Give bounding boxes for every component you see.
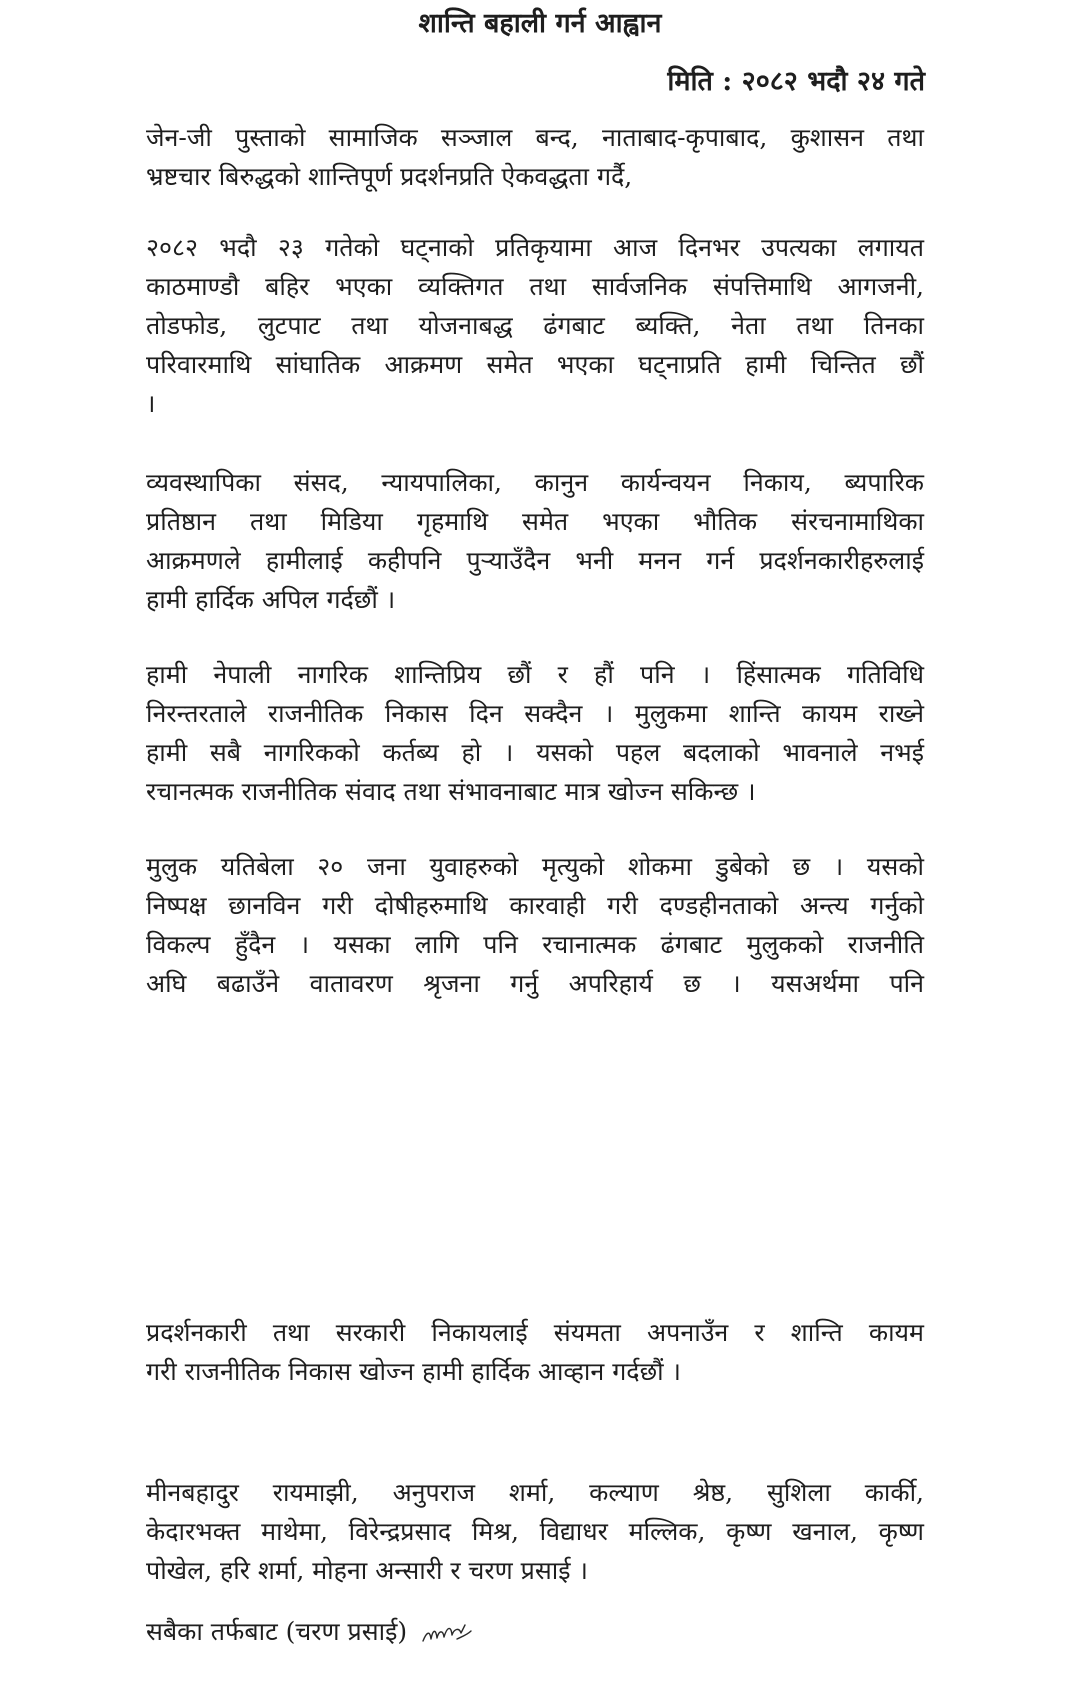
closing-line bbox=[146, 1612, 473, 1651]
paragraph-line: परिवारमाथि सांघातिक आक्रमण समेत भएका घट्नाप्रति हामी चिन्तित छौं bbox=[146, 350, 924, 379]
paragraph-call bbox=[146, 1313, 924, 1391]
paragraph-line: २०८२ भदौ २३ गतेको घट्नाको प्रतिकृयामा आज दिनभर उपत्यका लगायत bbox=[146, 233, 924, 262]
paragraph-line: विकल्प हुँदैन । यसका लागि पनि रचानात्मक ढंगबाट मुलुकको राजनीति bbox=[146, 930, 924, 959]
signatories-line: केदारभक्त माथेमा, विरेन्द्रप्रसाद मिश्र, विद्याधर मल्लिक, कृष्ण खनाल, कृष्ण bbox=[146, 1517, 924, 1546]
paragraph-line: हामी हार्दिक अपिल गर्दछौं । bbox=[146, 585, 396, 614]
paragraph-line: निष्पक्ष छानविन गरी दोषीहरुमाथि कारवाही गरी दण्डहीनताको अन्त्य गर्नुको bbox=[146, 891, 924, 920]
document-date: मिति : २०८२ भदौ २४ गते bbox=[667, 66, 925, 97]
paragraph-mourning bbox=[146, 847, 924, 1003]
signatories-line: पोखेल, हरि शर्मा, मोहना अन्सारी र चरण प्रसाई । bbox=[146, 1556, 588, 1585]
paragraph-line: हामी सबै नागरिकको कर्तब्य हो । यसको पहल बदलाको भावनाले नभई bbox=[146, 738, 924, 767]
paragraph-line: गरी राजनीतिक निकास खोज्न हामी हार्दिक आव्हान गर्दछौं । bbox=[146, 1357, 682, 1386]
paragraph-line: तोडफोड, लुटपाट तथा योजनाबद्ध ढंगबाट ब्यक्ति, नेता तथा तिनका bbox=[146, 311, 924, 340]
paragraph-line: भ्रष्टचार बिरुद्धको शान्तिपूर्ण प्रदर्शनप्रति ऐकवद्धता गर्दै, bbox=[146, 162, 633, 191]
paragraph-line: । bbox=[146, 389, 156, 418]
paragraph-line: काठमाण्डौ बहिर भएका व्यक्तिगत तथा सार्वजनिक संपत्तिमाथि आगजनी, bbox=[146, 272, 924, 301]
paragraph-solidarity bbox=[146, 118, 924, 196]
signatories-list bbox=[146, 1473, 924, 1590]
paragraph-line: मुलुक यतिबेला २० जना युवाहरुको मृत्युको शोकमा डुबेको छ । यसको bbox=[146, 852, 924, 881]
paragraph-appeal bbox=[146, 463, 924, 619]
paragraph-line: जेन-जी पुस्ताको सामाजिक सञ्जाल बन्द, नाताबाद-कृपाबाद, कुशासन तथा bbox=[146, 123, 924, 152]
signatories-line: मीनबहादुर रायमाझी, अनुपराज शर्मा, कल्याण श्रेष्ठ, सुशिला कार्की, bbox=[146, 1478, 924, 1507]
paragraph-line: हामी नेपाली नागरिक शान्तिप्रिय छौं र हौं पनि । हिंसात्मक गतिविधि bbox=[146, 660, 924, 689]
document-title: शान्ति बहाली गर्न आह्वान bbox=[418, 8, 662, 39]
paragraph-line: रचानत्मक राजनीतिक संवाद तथा संभावनाबाट मात्र खोज्न सकिन्छ । bbox=[146, 777, 756, 806]
paragraph-line: निरन्तरताले राजनीतिक निकास दिन सक्दैन । मुलुकमा शान्ति कायम राख्ने bbox=[146, 699, 924, 728]
paragraph-line: अघि बढाउँने वातावरण श्रृजना गर्नु अपरिहार्य छ । यसअर्थमा पनि bbox=[146, 969, 924, 998]
paragraph-line: प्रतिष्ठान तथा मिडिया गृहमाथि समेत भएका भौतिक संरचनामाथिका bbox=[146, 507, 924, 536]
paragraph-line: व्यवस्थापिका संसद, न्यायपालिका, कानुन कार्यन्वयन निकाय, ब्यपारिक bbox=[146, 468, 924, 497]
paragraph-line: आक्रमणले हामीलाई कहीपनि पुऱ्याउँदैन भनी मनन गर्न प्रदर्शनकारीहरुलाई bbox=[146, 546, 924, 575]
paragraph-peace bbox=[146, 655, 924, 811]
paragraph-line: प्रदर्शनकारी तथा सरकारी निकायलाई संयमता अपनाउँन र शान्ति कायम bbox=[146, 1318, 924, 1347]
signature-scribble bbox=[421, 1621, 473, 1647]
paragraph-concern bbox=[146, 228, 924, 423]
closing-text: सबैका तर्फबाट (चरण प्रसाई) bbox=[146, 1617, 408, 1646]
